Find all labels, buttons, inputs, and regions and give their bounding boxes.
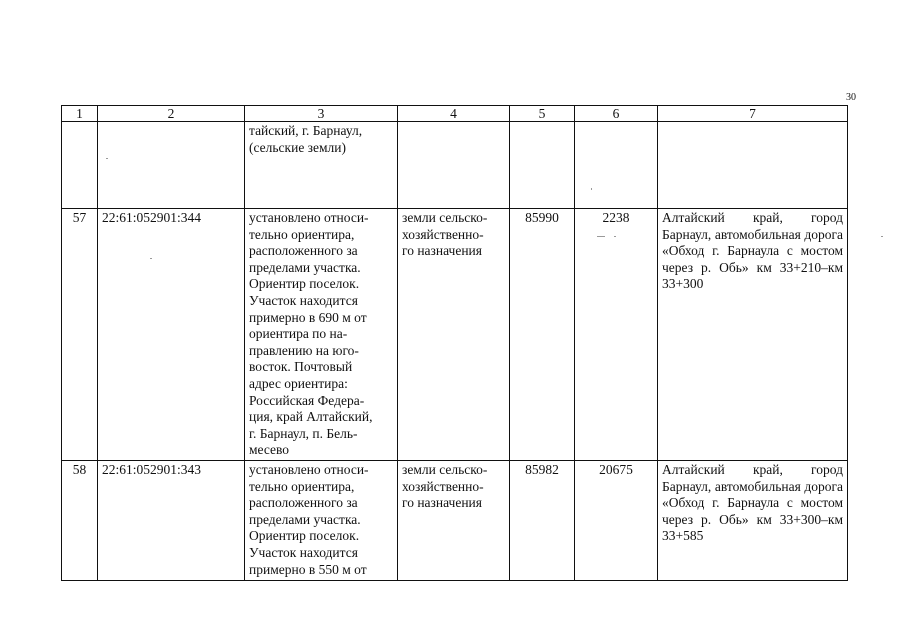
cell-number: 58 [62,461,98,581]
land-plots-table [61,105,848,581]
header-cell: 7 [658,106,848,122]
cell-empty [658,122,848,209]
header-cell: 2 [98,106,245,122]
scan-speck [614,236,616,237]
header-cell: 3 [245,106,398,122]
scan-speck [591,188,592,190]
header-cell: 5 [510,106,575,122]
cell-empty [98,122,245,209]
cell-col5: 85990 [510,209,575,461]
table-header-row [62,106,848,122]
cell-cadastral-number: 22:61:052901:343 [98,461,245,581]
table-row-continuation [62,122,848,209]
cell-col5: 85982 [510,461,575,581]
cell-location-continuation: тайский, г. Барнаул, (сельские земли) [245,122,398,209]
cell-cadastral-number: 22:61:052901:344 [98,209,245,461]
cell-empty [62,122,98,209]
cell-land-category: земли сельско- хозяйственно- го назначения [398,209,510,461]
cell-col6: 20675 [575,461,658,581]
cell-empty [510,122,575,209]
header-cell: 1 [62,106,98,122]
header-cell: 6 [575,106,658,122]
cell-empty [575,122,658,209]
cell-location: установлено относи- тельно ориентира, расположенного за пределами участка. Ориентир поселок. Участок находится примерно в 550 м от [245,461,398,581]
page-number: 30 [846,92,856,103]
cell-description: Алтайский край, город Барнаул, автомобильная дорога «Обход г. Барнаула с мостом через р. Обь» км 33+300–км 33+585 [658,461,848,581]
table-row [62,461,848,581]
scan-speck [150,258,152,259]
scan-speck [597,236,605,237]
cell-number: 57 [62,209,98,461]
cell-land-category: земли сельско- хозяйственно- го назначения [398,461,510,581]
cell-description: Алтайский край, город Барнаул, автомобильная дорога «Обход г. Барнаула с мостом через р. Обь» км 33+210–км 33+300 [658,209,848,461]
cell-empty [398,122,510,209]
cell-location: установлено относи- тельно ориентира, расположенного за пределами участка. Ориентир поселок. Участок находится примерно в 690 м от ориентира по на- правлению на юго- восток. Почтовый адрес ориентира: Российская Федера- ция, край Алтайский, г. Барнаул, п. Бель- месево [245,209,398,461]
cell-col6: 2238 [575,209,658,461]
scan-speck [881,236,883,237]
header-cell: 4 [398,106,510,122]
table-row [62,209,848,461]
scan-speck [106,158,108,159]
